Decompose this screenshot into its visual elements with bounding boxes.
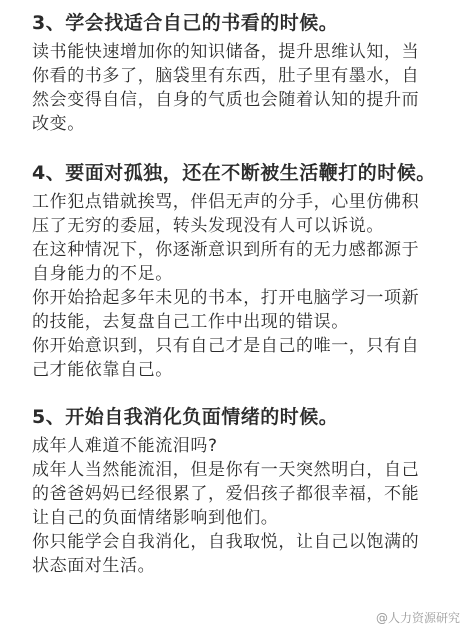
paragraph-line: 读书能快速增加你的知识储备，提升思维认知，当 <box>32 42 420 62</box>
section-3 <box>32 10 460 136</box>
paragraph-line: 你看的书多了，脑袋里有东西，肚子里有墨水，自 <box>32 66 420 86</box>
paragraph-line: 你只能学会自我消化，自我取悦，让自己以饱满的 <box>32 532 420 552</box>
paragraph-line: 自身能力的不足。 <box>32 264 173 284</box>
paragraph-line: 成年人难道不能流泪吗? <box>32 436 218 456</box>
paragraph-line: 让自己的负面情绪影响到他们。 <box>32 508 279 528</box>
paragraph-line: 成年人当然能流泪，但是你有一天突然明白，自己 <box>32 460 420 480</box>
section-heading: 3、学会找适合自己的书看的时候。 <box>32 12 339 34</box>
paragraph-line: 的技能，去复盘自己工作中出现的错误。 <box>32 312 349 332</box>
paragraph-line: 工作犯点错就挨骂，伴侣无声的分手，心里仿佛积 <box>32 192 420 212</box>
paragraph-line: 压了无穷的委屈，转头发现没有人可以诉说。 <box>32 216 384 236</box>
watermark: @人力资源研究 <box>375 611 460 625</box>
section-4 <box>32 160 460 382</box>
paragraph-line: 的爸爸妈妈已经很累了，爱侣孩子都很幸福，不能 <box>32 484 420 504</box>
section-heading: 5、开始自我消化负面情绪的时候。 <box>32 406 339 428</box>
section-heading: 4、要面对孤独，还在不断被生活鞭打的时候。 <box>32 162 436 184</box>
section-5 <box>32 404 460 578</box>
paragraph-line: 改变。 <box>32 114 85 134</box>
paragraph-line: 你开始意识到，只有自己才是自己的唯一，只有自 <box>32 336 420 356</box>
paragraph-line: 在这种情况下，你逐渐意识到所有的无力感都源于 <box>32 240 420 260</box>
paragraph-line: 己才能依靠自己。 <box>32 360 173 380</box>
paragraph-line: 然会变得自信，自身的气质也会随着认知的提升而 <box>32 90 420 110</box>
paragraph-line: 你开始拾起多年未见的书本，打开电脑学习一项新 <box>32 288 420 308</box>
paragraph-line: 状态面对生活。 <box>32 556 156 576</box>
